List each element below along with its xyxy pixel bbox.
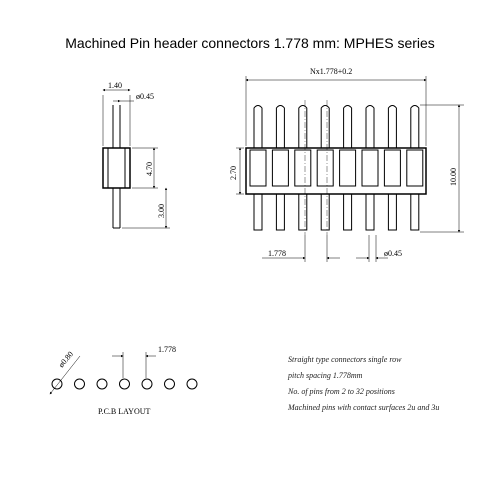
front-view <box>236 76 464 262</box>
spec-notes <box>288 352 439 416</box>
front-pins <box>250 100 423 235</box>
pcb-hole <box>142 379 152 389</box>
pcb-hole <box>165 379 175 389</box>
side-width-label: 1.40 <box>108 81 122 90</box>
side-pin-diameter-label: ø0.45 <box>136 92 154 101</box>
front-pin <box>384 106 400 231</box>
front-pin <box>340 106 356 231</box>
pcb-hole <box>187 379 197 389</box>
front-body-height-label: 2.70 <box>229 166 238 180</box>
spec-note: Straight type connectors single row <box>288 355 402 364</box>
front-pitch-label: 1.778 <box>268 249 286 258</box>
pcb-hole <box>52 379 62 389</box>
front-pin <box>407 106 423 231</box>
pcb-pitch-label: 1.778 <box>158 345 176 354</box>
pcb-holes <box>52 379 197 389</box>
front-pin <box>295 106 311 231</box>
spec-note: Machined pins with contact surfaces 2u and 3u <box>288 403 440 412</box>
front-total-height-label: 10.00 <box>449 168 458 186</box>
front-overall-width-label: Nx1.778+0.2 <box>310 67 353 76</box>
side-tail-length-label: 3.00 <box>157 204 166 218</box>
pcb-hole <box>97 379 107 389</box>
side-body <box>103 148 130 188</box>
spec-note: pitch spacing 1.778mm <box>288 371 363 380</box>
pcb-hole <box>120 379 130 389</box>
pcb-hole <box>75 379 85 389</box>
front-pin <box>317 106 333 231</box>
front-pin <box>272 106 288 231</box>
pcb-caption: P.C.B LAYOUT <box>98 407 151 416</box>
front-pin <box>362 106 378 231</box>
pcb-hole-diameter-label: ø0.80 <box>56 349 76 370</box>
front-pin <box>250 106 266 231</box>
front-pin-diameter-label: ø0.45 <box>384 249 402 258</box>
diagram-title: Machined Pin header connectors 1.778 mm: MPHES series <box>65 35 435 51</box>
spec-note: No. of pins from 2 to 32 positions <box>288 387 395 396</box>
side-body-height-label: 4.70 <box>145 162 154 176</box>
front-housing <box>246 148 426 194</box>
